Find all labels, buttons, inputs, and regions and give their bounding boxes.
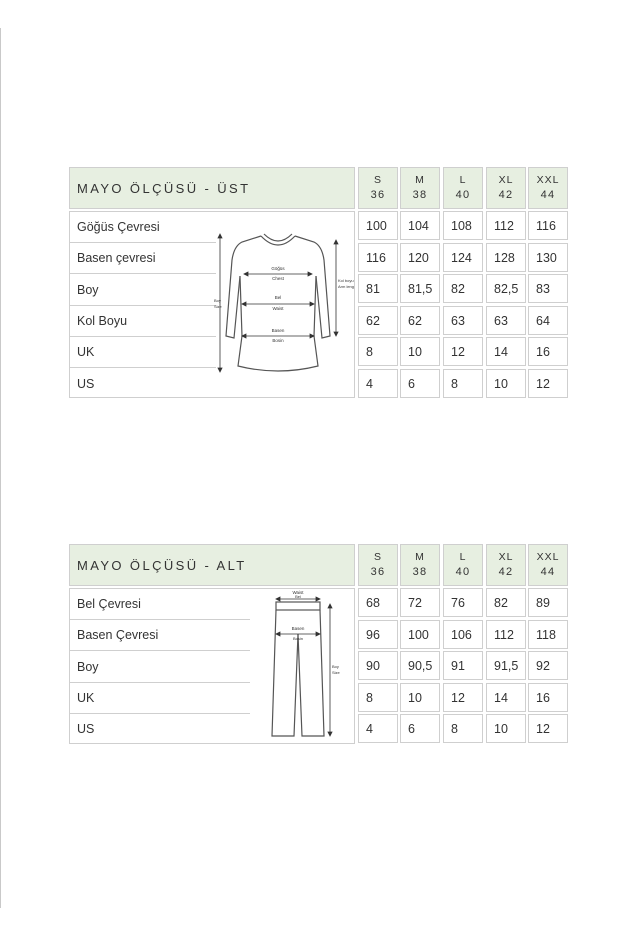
bottom-size-header-m — [400, 544, 440, 586]
value-cell: 8 — [358, 337, 398, 366]
bottom-size-header-xxl — [528, 544, 568, 586]
value-cell: 63 — [443, 306, 483, 335]
value-cell: 120 — [400, 243, 440, 272]
size-label: L — [459, 174, 467, 186]
size-number: 40 — [455, 189, 471, 201]
value-cell: 12 — [443, 683, 483, 712]
row-divider — [70, 682, 250, 683]
value-cell: 62 — [400, 306, 440, 335]
size-label: S — [373, 174, 382, 186]
value-cell: 76 — [443, 588, 483, 617]
length-label-tr: Boy — [214, 298, 221, 303]
value-cell: 106 — [443, 620, 483, 649]
value-cell: 112 — [486, 620, 526, 649]
size-number: 36 — [370, 566, 386, 578]
size-label: M — [415, 551, 425, 563]
value-cell: 10 — [486, 369, 526, 398]
row-label-length: Boy — [77, 283, 99, 297]
hip-label-en: Bosin — [292, 636, 304, 641]
size-label: XL — [498, 174, 514, 186]
value-cell: 104 — [400, 211, 440, 240]
pants-diagram — [266, 590, 346, 742]
value-cell: 91,5 — [486, 651, 526, 680]
pants-drawing — [272, 602, 324, 736]
top-garment-diagram — [212, 226, 354, 386]
value-cell: 128 — [486, 243, 526, 272]
top-size-header-s — [358, 167, 398, 209]
long-sleeve-top-drawing — [226, 234, 330, 371]
size-number: 44 — [540, 566, 556, 578]
row-divider — [70, 713, 250, 714]
size-label: L — [459, 551, 467, 563]
value-cell: 4 — [358, 369, 398, 398]
value-cell: 130 — [528, 243, 568, 272]
size-label: XXL — [536, 551, 560, 563]
row-divider — [70, 619, 250, 620]
value-cell: 82 — [486, 588, 526, 617]
value-cell: 112 — [486, 211, 526, 240]
row-label-length: Boy — [77, 660, 99, 674]
value-cell: 81,5 — [400, 274, 440, 303]
row-label-hip: Basen Çevresi — [77, 628, 159, 642]
chest-label-tr: Göğüs — [271, 266, 285, 271]
size-label: S — [373, 551, 382, 563]
row-divider — [70, 273, 216, 274]
value-cell: 92 — [528, 651, 568, 680]
hip-label-en: Bosin — [272, 338, 284, 343]
value-cell: 6 — [400, 369, 440, 398]
value-cell: 96 — [358, 620, 398, 649]
value-cell: 14 — [486, 683, 526, 712]
value-cell: 82,5 — [486, 274, 526, 303]
bottom-size-header-s — [358, 544, 398, 586]
length-label-en: Size — [332, 670, 340, 675]
bottom-label-column — [69, 588, 355, 744]
size-number: 36 — [370, 189, 386, 201]
value-cell: 108 — [443, 211, 483, 240]
length-measure-arrow — [218, 234, 222, 372]
value-cell: 12 — [528, 369, 568, 398]
row-label-waist: Bel Çevresi — [77, 597, 141, 611]
value-cell: 62 — [358, 306, 398, 335]
value-cell: 6 — [400, 714, 440, 743]
sleeve-label-tr: Kol boyu — [338, 278, 354, 283]
row-divider — [70, 305, 216, 306]
top-table-title-text: MAYO ÖLÇÜSÜ - ÜST — [77, 180, 251, 196]
top-table-title — [69, 167, 355, 209]
size-label: M — [415, 174, 425, 186]
row-label-us: US — [77, 722, 95, 736]
bottom-size-header-xl — [486, 544, 526, 586]
value-cell: 68 — [358, 588, 398, 617]
top-size-header-xl — [486, 167, 526, 209]
value-cell: 116 — [528, 211, 568, 240]
size-label: XL — [498, 551, 514, 563]
row-divider — [70, 336, 216, 337]
top-label-column — [69, 211, 355, 398]
value-cell: 64 — [528, 306, 568, 335]
hip-label-tr: Basen — [271, 328, 285, 333]
hip-label-tr: Basen — [291, 626, 305, 631]
chest-label-en: Chest — [272, 276, 284, 281]
value-cell: 4 — [358, 714, 398, 743]
length-label-tr: Boy — [332, 664, 339, 669]
top-size-header-l — [443, 167, 483, 209]
value-cell: 8 — [443, 369, 483, 398]
waist-label-tr: Bel — [295, 594, 301, 599]
row-label-hip: Basen çevresi — [77, 251, 156, 265]
value-cell: 81 — [358, 274, 398, 303]
value-cell: 83 — [528, 274, 568, 303]
sleeve-label-en: Arm leng — [338, 284, 354, 289]
value-cell: 89 — [528, 588, 568, 617]
value-cell: 100 — [358, 211, 398, 240]
bottom-table-title — [69, 544, 355, 586]
value-cell: 16 — [528, 683, 568, 712]
size-number: 40 — [455, 566, 471, 578]
value-cell: 10 — [400, 683, 440, 712]
value-cell: 118 — [528, 620, 568, 649]
row-divider — [70, 367, 216, 368]
value-cell: 90 — [358, 651, 398, 680]
row-label-sleeve: Kol Boyu — [77, 314, 128, 328]
value-cell: 16 — [528, 337, 568, 366]
size-label: XXL — [536, 174, 560, 186]
value-cell: 14 — [486, 337, 526, 366]
row-divider — [70, 650, 250, 651]
size-number: 38 — [412, 566, 428, 578]
top-size-header-xxl — [528, 167, 568, 209]
value-cell: 91 — [443, 651, 483, 680]
size-number: 42 — [498, 566, 514, 578]
value-cell: 72 — [400, 588, 440, 617]
bottom-size-header-l — [443, 544, 483, 586]
row-label-chest: Göğüs Çevresi — [77, 220, 160, 234]
length-label-en: Size — [214, 304, 222, 309]
waist-label-en: Waist — [292, 590, 304, 595]
waist-label-en: Waist — [272, 306, 284, 311]
bottom-table-title-text: MAYO ÖLÇÜSÜ - ALT — [77, 557, 247, 573]
value-cell: 82 — [443, 274, 483, 303]
value-cell: 12 — [528, 714, 568, 743]
size-number: 44 — [540, 189, 556, 201]
row-label-uk: UK — [77, 691, 95, 705]
value-cell: 8 — [358, 683, 398, 712]
value-cell: 116 — [358, 243, 398, 272]
row-divider — [70, 242, 216, 243]
value-cell: 63 — [486, 306, 526, 335]
value-cell: 10 — [486, 714, 526, 743]
value-cell: 90,5 — [400, 651, 440, 680]
value-cell: 8 — [443, 714, 483, 743]
top-size-header-m — [400, 167, 440, 209]
value-cell: 100 — [400, 620, 440, 649]
size-number: 42 — [498, 189, 514, 201]
value-cell: 12 — [443, 337, 483, 366]
waist-label-tr: Bel — [274, 295, 282, 300]
size-number: 38 — [412, 189, 428, 201]
row-label-uk: UK — [77, 345, 95, 359]
page-edge-line — [0, 28, 1, 908]
row-label-us: US — [77, 377, 95, 391]
value-cell: 124 — [443, 243, 483, 272]
value-cell: 10 — [400, 337, 440, 366]
